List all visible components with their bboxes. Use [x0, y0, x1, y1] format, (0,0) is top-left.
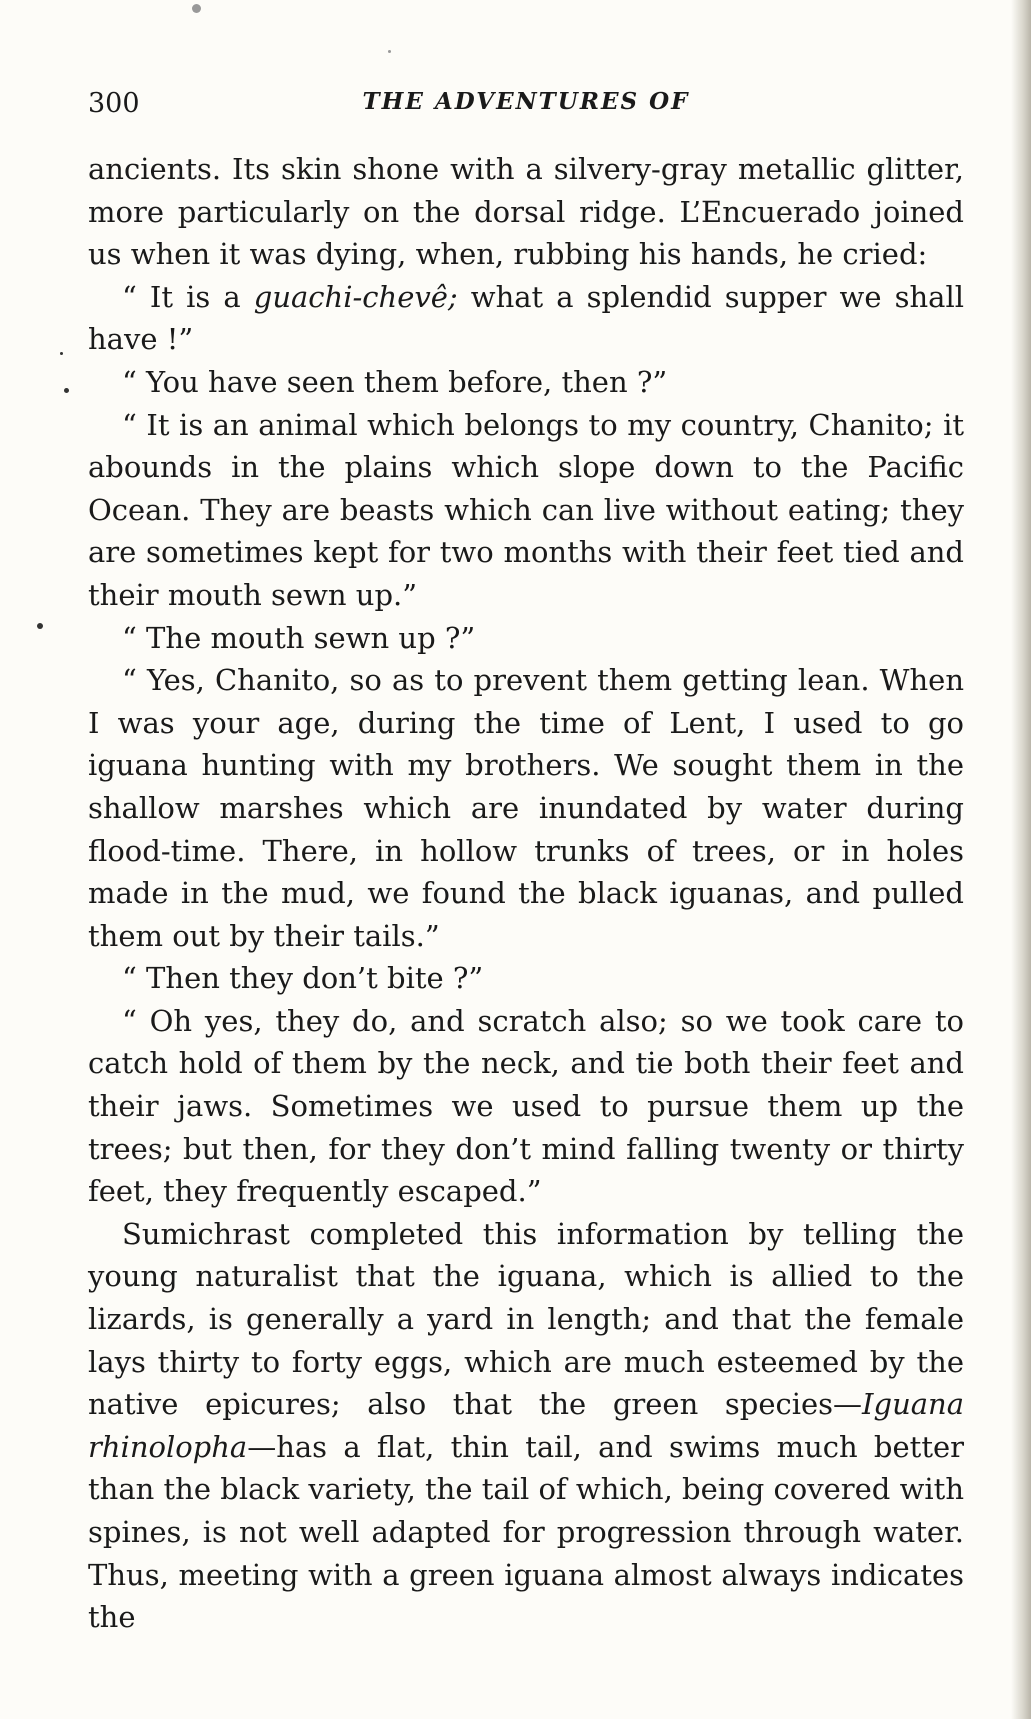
- text-segment: “ The mouth sewn up ?”: [122, 620, 476, 655]
- running-head: [88, 88, 964, 128]
- paper-speck: [64, 388, 69, 393]
- text-segment: Sumichrast completed this information by telling the young naturalist that the iguana, which is allied to the lizards, is generally a yard in length; and that the female lays thirty to forty eggs, which are much esteemed by the native epicures; also that the green species—: [88, 1216, 964, 1422]
- paper-speck: [37, 623, 43, 629]
- paragraph: [88, 404, 964, 617]
- text-segment: “ You have seen them before, then ?”: [122, 364, 668, 399]
- text-segment: “ It is a: [122, 279, 254, 314]
- paper-speck: [192, 4, 201, 13]
- running-title: THE ADVENTURES OF: [362, 88, 690, 115]
- paragraph: [88, 361, 964, 404]
- paragraph: [88, 276, 964, 361]
- paragraph: [88, 1000, 964, 1213]
- text-segment: “ Oh yes, they do, and scratch also; so we took care to catch hold of them by the neck, and tie both their feet and their jaws. Sometimes we used to pursue them up the trees; but then, for they don’t mind falling twenty or thirty feet, they frequently escaped.”: [88, 1003, 964, 1209]
- paragraph: [88, 957, 964, 1000]
- italic-text: Iguana rhinolopha: [88, 1387, 964, 1464]
- paper-speck: [60, 352, 63, 355]
- text-segment: “ Then they don’t bite ?”: [122, 961, 484, 996]
- paragraph: [88, 148, 964, 276]
- page-number: 300: [88, 88, 140, 119]
- paragraph: [88, 659, 964, 957]
- body-text: [88, 148, 964, 1639]
- page-edge-shadow: [1011, 0, 1031, 1719]
- text-segment: ancients. Its skin shone with a silvery-gray metallic glitter, more particularly on the dorsal ridge. L’Encuerado joined us when it was dying, when, rubbing his hands, he cried:: [88, 152, 964, 272]
- italic-text: guachi-chevê;: [253, 279, 458, 314]
- paper-speck: [388, 50, 391, 53]
- text-segment: what a splendid supper we shall have !”: [88, 279, 964, 357]
- paragraph: [88, 1213, 964, 1639]
- text-segment: “ It is an animal which belongs to my country, Chanito; it abounds in the plains which slope down to the Pacific Ocean. They are beasts which can live without eating; they are sometimes kept for two months with their feet tied and their mouth sewn up.”: [88, 407, 964, 612]
- paragraph: [88, 617, 964, 660]
- text-segment: “ Yes, Chanito, so as to prevent them getting lean. When I was your age, during the time of Lent, I used to go iguana hunting with my brothers. We sought them in the shallow marshes which are inundated by water during flood-time. There, in hollow trunks of trees, or in holes made in the mud, we found the black iguanas, and pulled them out by their tails.”: [88, 663, 964, 953]
- text-segment: —has a flat, thin tail, and swims much better than the black variety, the tail of which, being covered with spines, is not well adapted for progression through water. Thus, meeting with a green iguana almost always indicates the: [88, 1429, 964, 1635]
